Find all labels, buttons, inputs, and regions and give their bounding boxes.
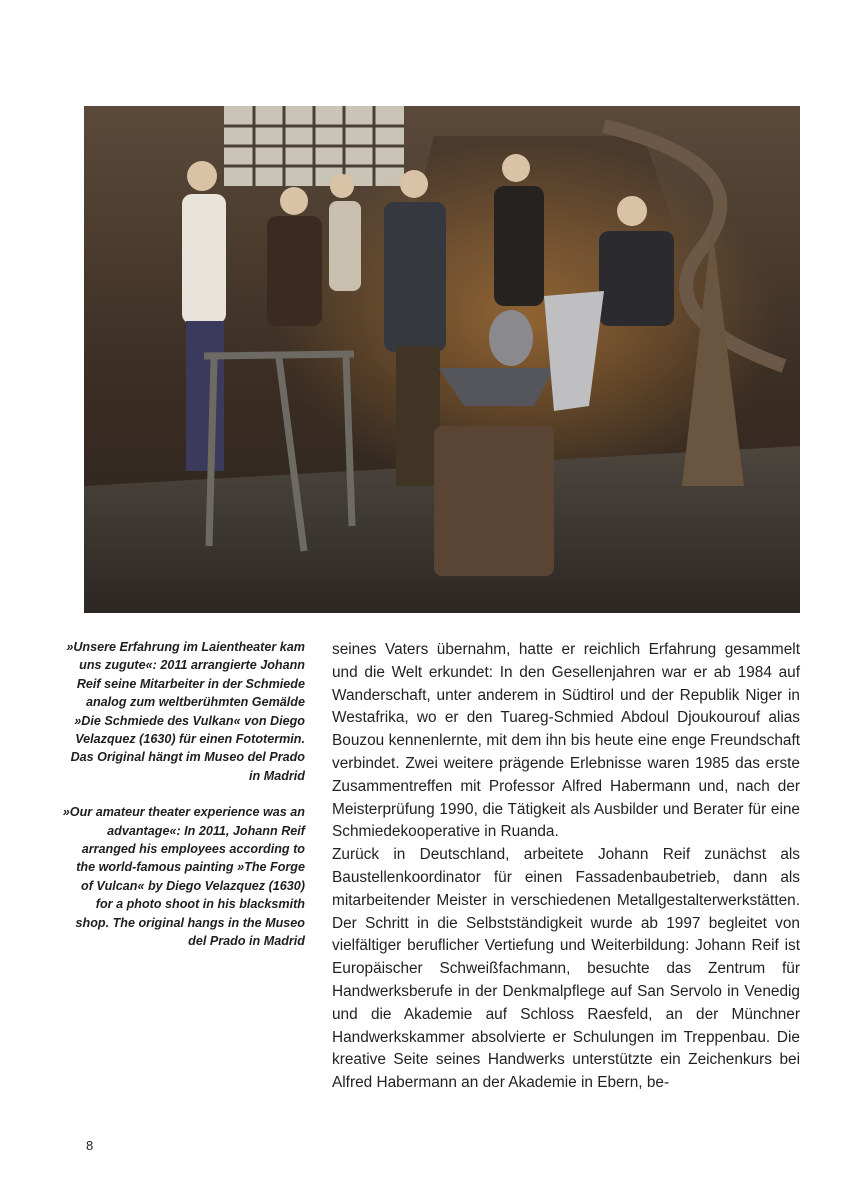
body-text	[332, 639, 800, 1095]
body-paragraph-2: Zurück in Deutschland, arbeitete Johann Reif zunächst als Baustellenkoordinator für einen Fassadenbaubetrieb, dann als mitarbeitender Meister in verschiedenen Metallgestalterwerkstätten. Der Schritt in die Selbstständigkeit wurde ab 1997 begleitet von vielfältiger beruflicher Vertiefung und Weiterbildung: Johann Reif ist Europäischer Schweißfachmann, besuchte das Zentrum für Handwerksberufe in der Denkmalpflege auf San Servolo in Venedig und die Akademie auf Schloss Raesfeld, an der Münchner Handwerkskammer absolvierte er Schulungen im Treppenbau. Die kreative Seite seines Handwerks unterstützte ein Zeichenkurs bei Alfred Habermann an der Akademie in Ebern, be-	[332, 846, 800, 1092]
page-number: 8	[86, 1138, 94, 1153]
blacksmith-workshop-photo	[84, 106, 800, 613]
caption-german: »Unsere Erfahrung im Laientheater kam uns zugute«: 2011 arrangierte Johann Reif seine Mitarbeiter in der Schmiede analog zum weltberühmten Gemälde »Die Schmiede des Vulkan« von Diego Velazquez (1630) für einen Fototermin. Das Original hängt im Museo del Prado in Madrid	[66, 640, 305, 783]
body-paragraph-1: seines Vaters übernahm, hatte er reichlich Erfahrung gesammelt und die Welt erkundet: In den Gesellenjahren war er ab 1984 auf Wanderschaft, unter anderem in Südtirol und der Republik Niger in Westafrika, wo er den Tuareg-Schmied Abdoul Djoukourouf alias Bouzou kennenlernte, mit dem ihn bis heute eine enge Freundschaft verbindet. Zwei weitere prägende Erlebnisse waren 1985 das erste Zusammentreffen mit Professor Alfred Habermann und, nach der Meisterprüfung 1990, die Tätigkeit als Ausbilder und Berater für eine Schmiedekooperative in Ruanda.	[332, 641, 800, 841]
photo-caption	[62, 638, 305, 951]
caption-english: »Our amateur theater experience was an advantage«: In 2011, Johann Reif arranged his employees according to the world-famous painting »The Forge of Vulcan« by Diego Velazquez (1630) for a photo shoot in his blacksmith shop. The original hangs in the Museo del Prado in Madrid	[62, 805, 305, 949]
